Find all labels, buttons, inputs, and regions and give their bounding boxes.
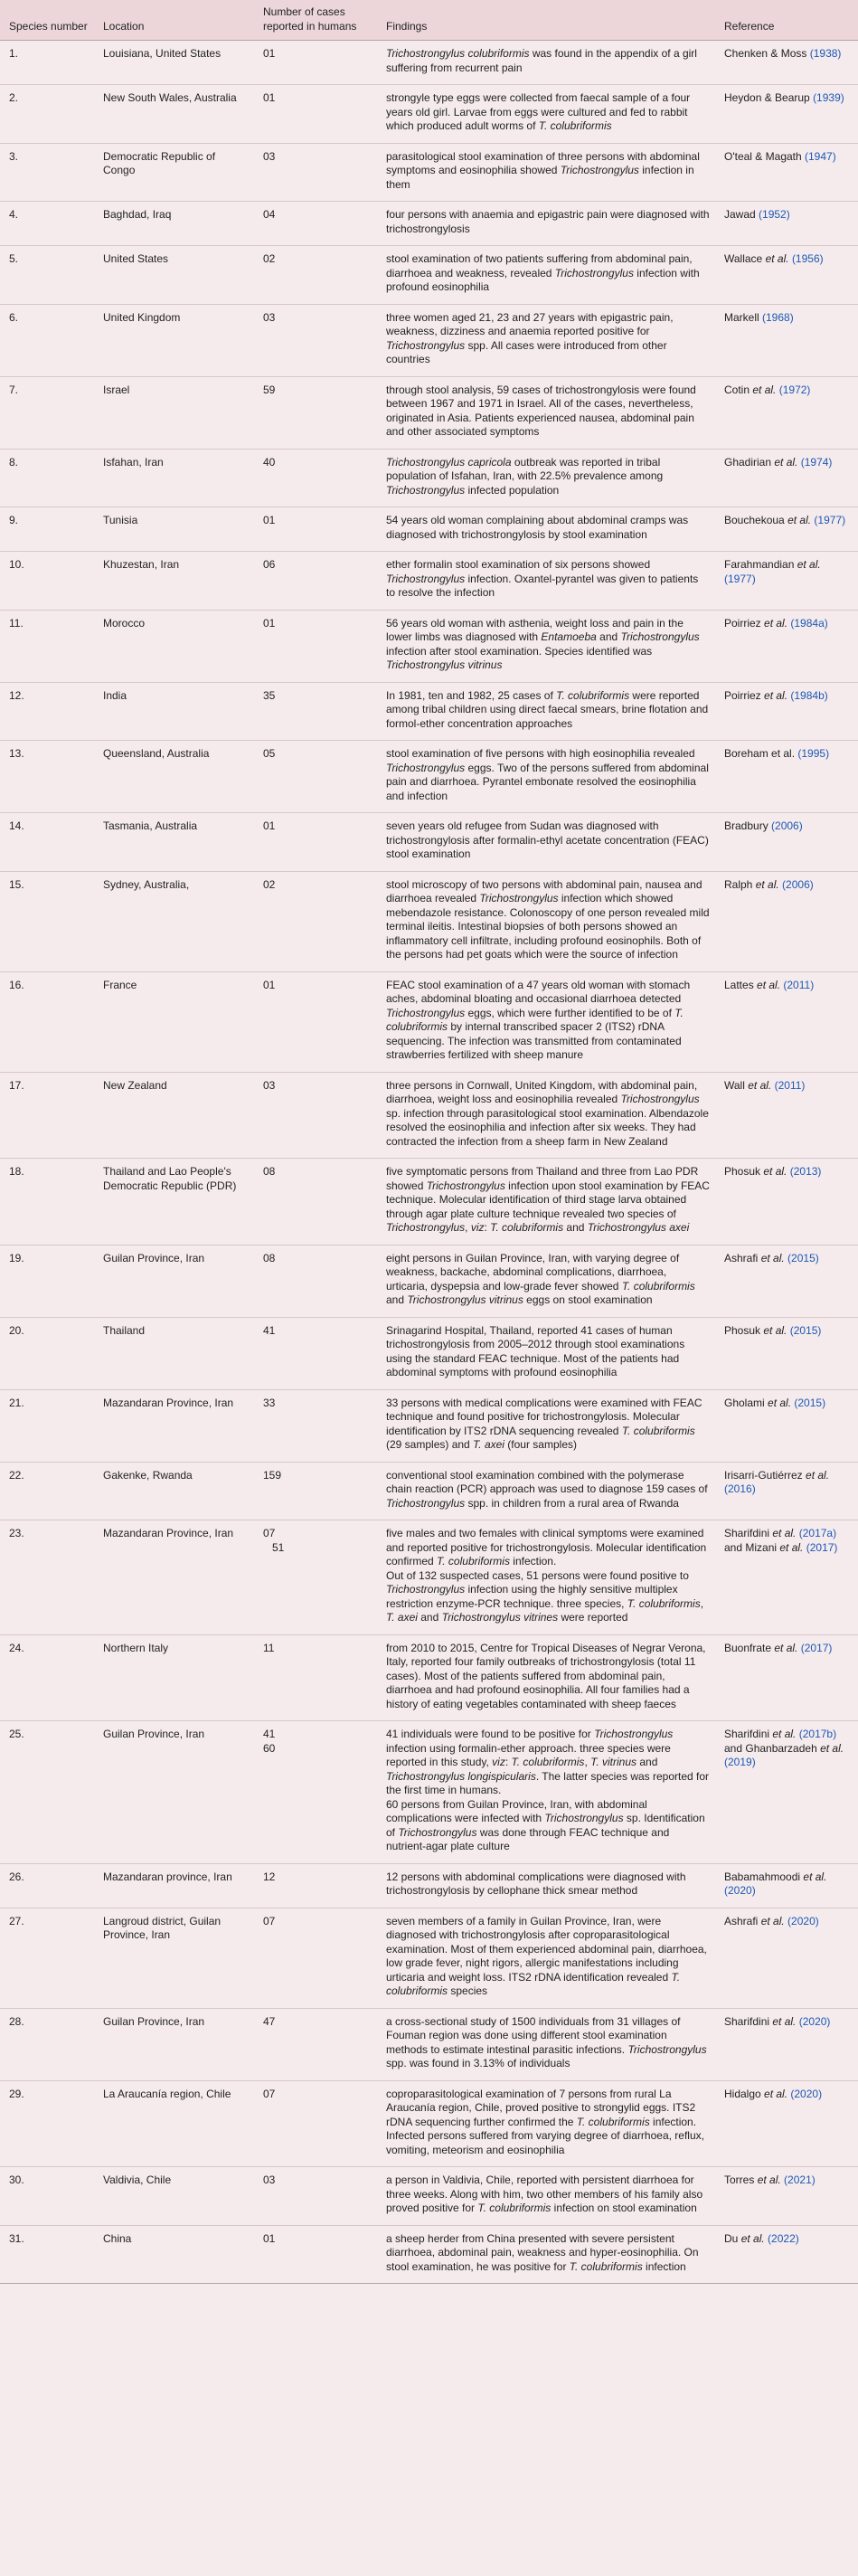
cell-reference: Sharifdini et al. (2017a) and Mizani et al. (2017) — [715, 1520, 858, 1635]
cell-species-number: 11. — [0, 610, 94, 682]
cell-findings: four persons with anaemia and epigastric pain were diagnosed with trichostrongylosis — [377, 202, 715, 246]
cell-findings: Trichostrongylus colubriformis was found in the appendix of a girl suffering from recurrent pain — [377, 41, 715, 85]
table-row — [0, 1462, 858, 1520]
table-row — [0, 1389, 858, 1462]
cell-cases: 03 — [254, 143, 377, 202]
cell-location: New Zealand — [94, 1072, 254, 1159]
reference-year-link[interactable]: (2020) — [790, 2087, 823, 2100]
table-row — [0, 1863, 858, 1908]
cell-reference: Sharifdini et al. (2020) — [715, 2008, 858, 2080]
cell-species-number: 23. — [0, 1520, 94, 1635]
cell-findings: stool examination of five persons with high eosinophilia revealed Trichostrongylus eggs. Two of the persons suffered from abdominal pain and diarrhoea. Pyrantel embonate resolved the eosinophilia and infection — [377, 741, 715, 813]
table-row — [0, 552, 858, 611]
table-row — [0, 871, 858, 971]
cell-species-number: 3. — [0, 143, 94, 202]
cell-reference: Heydon & Bearup (1939) — [715, 85, 858, 144]
header-row — [0, 0, 858, 41]
cell-reference: Hidalgo et al. (2020) — [715, 2080, 858, 2167]
table-row — [0, 741, 858, 813]
cell-reference: Phosuk et al. (2015) — [715, 1317, 858, 1389]
cell-reference: Ghadirian et al. (1974) — [715, 449, 858, 507]
reference-year-link[interactable]: (2016) — [724, 1482, 756, 1495]
cell-cases: 41 — [254, 1317, 377, 1389]
cell-location: China — [94, 2225, 254, 2284]
cell-cases: 33 — [254, 1389, 377, 1462]
cell-findings: 54 years old woman complaining about abdominal cramps was diagnosed with trichostrongylosis by stool examination — [377, 507, 715, 552]
cell-reference: Boreham et al. (1995) — [715, 741, 858, 813]
cell-cases: 06 — [254, 552, 377, 611]
reference-year-link[interactable]: (1956) — [791, 252, 824, 265]
cell-location: New South Wales, Australia — [94, 85, 254, 144]
cell-cases: 07 — [254, 2080, 377, 2167]
table-row — [0, 2080, 858, 2167]
cell-reference: Jawad (1952) — [715, 202, 858, 246]
reference-year-link[interactable]: (2019) — [724, 1756, 756, 1768]
cell-species-number: 7. — [0, 376, 94, 449]
cell-reference: Lattes et al. (2011) — [715, 971, 858, 1072]
cell-cases: 08 — [254, 1159, 377, 1245]
cell-cases: 02 — [254, 246, 377, 305]
reference-year-link[interactable]: (2022) — [768, 2231, 799, 2245]
cell-reference: Poirriez et al. (1984a) — [715, 610, 858, 682]
cell-reference: O'teal & Magath (1947) — [715, 143, 858, 202]
cell-species-number: 18. — [0, 1159, 94, 1245]
cell-findings: stool microscopy of two persons with abdominal pain, nausea and diarrhoea revealed Trichostrongylus infection which showed mebendazole resistance. Colonoscopy of one person revealed mild terminal ileitis. Intestinal biopsies of both persons showed an inflammatory cell infiltrate, including profound eosinophils. Both of the persons had pet goats which were the source of infection — [377, 871, 715, 971]
cell-species-number: 22. — [0, 1462, 94, 1520]
cell-reference: Ashrafi et al. (2015) — [715, 1245, 858, 1317]
cell-cases: 01 — [254, 610, 377, 682]
cell-species-number: 6. — [0, 304, 94, 376]
cell-species-number: 19. — [0, 1245, 94, 1317]
cell-findings: a cross-sectional study of 1500 individuals from 31 villages of Fouman region was done using different stool examination methods to estimate intestinal parasitic infections. Trichostrongylus spp. was found in 3.13% of individuals — [377, 2008, 715, 2080]
table-row — [0, 813, 858, 872]
cell-species-number: 15. — [0, 871, 94, 971]
reference-year-link[interactable]: (2020) — [787, 1914, 819, 1927]
reference-year-link[interactable]: (2011) — [783, 978, 815, 991]
reference-year-link[interactable]: (2020) — [798, 2014, 831, 2028]
cell-cases: 12 — [254, 1863, 377, 1908]
cell-cases: 03 — [254, 2167, 377, 2226]
cell-location: La Araucanía region, Chile — [94, 2080, 254, 2167]
cell-cases: 59 — [254, 376, 377, 449]
cell-species-number: 5. — [0, 246, 94, 305]
cell-findings: seven members of a family in Guilan Province, Iran, were diagnosed with trichostrongylosis after coproparasitological examination. Most of them experienced abdominal pain, diarrhoea, low grade fever, night rigors, allergic manifestations including urticaria and weight loss. ITS2 rDNA identification revealed T. colubriformis species — [377, 1908, 715, 2008]
table-row — [0, 1721, 858, 1864]
cell-species-number: 25. — [0, 1721, 94, 1864]
cell-findings: three women aged 21, 23 and 27 years with epigastric pain, weakness, dizziness and anaemia reported positive for Trichostrongylus spp. All cases were introduced from other countries — [377, 304, 715, 376]
cell-findings: five symptomatic persons from Thailand and three from Lao PDR showed Trichostrongylus infection upon stool examination by FEAC technique. Molecular identification of third stage larva obtained through agar plate culture technique revealed two species of Trichostrongylus, viz: T. colubriformis and Trichostrongylus axei — [377, 1159, 715, 1245]
cell-species-number: 10. — [0, 552, 94, 611]
cell-cases: 159 — [254, 1462, 377, 1520]
table-row — [0, 1908, 858, 2008]
cell-reference: Du et al. (2022) — [715, 2225, 858, 2284]
cell-reference: Sharifdini et al. (2017b) and Ghanbarzadeh et al. (2019) — [715, 1721, 858, 1864]
cell-location: Louisiana, United States — [94, 41, 254, 85]
cell-reference: Ralph et al. (2006) — [715, 871, 858, 971]
cell-location: Thailand — [94, 1317, 254, 1389]
header-species-number: Species number — [0, 0, 94, 41]
cell-reference: Torres et al. (2021) — [715, 2167, 858, 2226]
cell-cases: 08 — [254, 1245, 377, 1317]
cell-location: Guilan Province, Iran — [94, 1721, 254, 1864]
table-row — [0, 2167, 858, 2226]
cell-species-number: 31. — [0, 2225, 94, 2284]
cell-findings: Trichostrongylus capricola outbreak was reported in tribal population of Isfahan, Iran, with 22.5% prevalence among Trichostrongylus infected population — [377, 449, 715, 507]
header-location: Location — [94, 0, 254, 41]
table-row — [0, 85, 858, 144]
cell-species-number: 17. — [0, 1072, 94, 1159]
table-row — [0, 610, 858, 682]
cell-location: India — [94, 682, 254, 741]
cell-location: Northern Italy — [94, 1634, 254, 1721]
cell-findings: In 1981, ten and 1982, 25 cases of T. colubriformis were reported among tribal children using direct faecal smears, brine flotation and formol-ether concentration approaches — [377, 682, 715, 741]
cell-species-number: 16. — [0, 971, 94, 1072]
header-reference: Reference — [715, 0, 858, 41]
cell-location: Isfahan, Iran — [94, 449, 254, 507]
reference-year-link[interactable]: (1995) — [797, 747, 830, 760]
table-row — [0, 449, 858, 507]
cell-location: Queensland, Australia — [94, 741, 254, 813]
reference-year-link[interactable]: (2015) — [789, 1323, 822, 1337]
cell-findings: three persons in Cornwall, United Kingdom, with abdominal pain, diarrhoea, weight loss and eosinophilia revealed Trichostrongylus sp. infection through parasitological stool examination. Albendazole resolved the eosinophilia and infection after six weeks. They had contracted the infection from a sheep farm in New Zealand — [377, 1072, 715, 1159]
cell-cases: 01 — [254, 2225, 377, 2284]
cell-location: Tasmania, Australia — [94, 813, 254, 872]
table-row — [0, 41, 858, 85]
cell-location: Guilan Province, Iran — [94, 2008, 254, 2080]
cell-species-number: 28. — [0, 2008, 94, 2080]
cell-species-number: 8. — [0, 449, 94, 507]
cell-species-number: 14. — [0, 813, 94, 872]
table-row — [0, 1634, 858, 1721]
cell-species-number: 30. — [0, 2167, 94, 2226]
reference-year-link[interactable]: (2011) — [774, 1078, 806, 1092]
table-body — [0, 41, 858, 2284]
table-row — [0, 2008, 858, 2080]
cell-species-number: 13. — [0, 741, 94, 813]
table-row — [0, 1317, 858, 1389]
reference-year-link[interactable]: (2015) — [787, 1251, 819, 1264]
cell-location: Sydney, Australia, — [94, 871, 254, 971]
cell-species-number: 1. — [0, 41, 94, 85]
cell-cases: 02 — [254, 871, 377, 971]
table-row — [0, 1245, 858, 1317]
cell-reference: Chenken & Moss (1938) — [715, 41, 858, 85]
reference-year-link[interactable]: (2020) — [724, 1884, 756, 1897]
cell-cases: 35 — [254, 682, 377, 741]
cell-reference: Wallace et al. (1956) — [715, 246, 858, 305]
cell-location: Mazandaran Province, Iran — [94, 1520, 254, 1635]
cell-location: Valdivia, Chile — [94, 2167, 254, 2226]
cell-species-number: 21. — [0, 1389, 94, 1462]
table-row — [0, 682, 858, 741]
table-row — [0, 304, 858, 376]
cell-findings: 33 persons with medical complications were examined with FEAC technique and found positive for trichostrongylosis. Molecular identification by ITS2 rDNA sequencing revealed T. colubriformis (29 samples) and T. axei (four samples) — [377, 1389, 715, 1462]
cell-location: Morocco — [94, 610, 254, 682]
reference-year-link[interactable]: (1952) — [759, 208, 790, 221]
cell-cases: 01 — [254, 971, 377, 1072]
cell-location: Thailand and Lao People's Democratic Republic (PDR) — [94, 1159, 254, 1245]
cell-reference: Gholami et al. (2015) — [715, 1389, 858, 1462]
cell-reference: Ashrafi et al. (2020) — [715, 1908, 858, 2008]
table-row — [0, 202, 858, 246]
reference-year-link[interactable]: (1972) — [778, 383, 811, 396]
cell-location: United Kingdom — [94, 304, 254, 376]
cell-cases: 47 — [254, 2008, 377, 2080]
cell-reference: Markell (1968) — [715, 304, 858, 376]
reference-year-link[interactable]: (1939) — [813, 91, 844, 104]
cell-cases: 04 — [254, 202, 377, 246]
cell-location: Israel — [94, 376, 254, 449]
cell-location: Tunisia — [94, 507, 254, 552]
cell-species-number: 2. — [0, 85, 94, 144]
cell-findings: a person in Valdivia, Chile, reported with persistent diarrhoea for three weeks. Along with him, two other members of his family also proved positive for T. colubriformis infection on stool examination — [377, 2167, 715, 2226]
table-row — [0, 1159, 858, 1245]
cell-location: France — [94, 971, 254, 1072]
cell-findings: strongyle type eggs were collected from faecal sample of a four years old girl. Larvae from eggs were cultured and fed to rabbit which produced adult worms of T. colubriformis — [377, 85, 715, 144]
cell-findings: through stool analysis, 59 cases of trichostrongylosis were found between 1967 and 1971 in Israel. All of the cases, nevertheless, originated in Asia. Patients experienced nausea, abdominal pain and other associated symptoms — [377, 376, 715, 449]
header-findings: Findings — [377, 0, 715, 41]
cell-cases: 01 — [254, 813, 377, 872]
reference-year-link[interactable]: (1974) — [800, 455, 833, 469]
cell-location: Democratic Republic of Congo — [94, 143, 254, 202]
cell-species-number: 27. — [0, 1908, 94, 2008]
cell-reference: Cotin et al. (1972) — [715, 376, 858, 449]
cell-cases: 01 — [254, 85, 377, 144]
cell-location: United States — [94, 246, 254, 305]
cell-location: Mazandaran Province, Iran — [94, 1389, 254, 1462]
reference-year-link[interactable]: (1938) — [809, 47, 842, 60]
reference-year-link[interactable]: (1968) — [762, 310, 794, 324]
reference-year-link[interactable]: (2006) — [782, 877, 814, 891]
cell-findings: conventional stool examination combined with the polymerase chain reaction (PCR) approach was used to diagnose 159 cases of Trichostrongylus spp. in children from a rural area of Rwanda — [377, 1462, 715, 1520]
reference-year-link[interactable]: (2017a) — [798, 1527, 837, 1539]
cell-findings: eight persons in Guilan Province, Iran, with varying degree of weakness, backache, abdominal complications, diarrhoea, urticaria, dyspepsia and low-grade fever showed T. colubriformis and Trichostrongylus vitrinus eggs on stool examination — [377, 1245, 715, 1317]
reference-year-link[interactable]: (2021) — [784, 2174, 816, 2186]
cell-reference: Poirriez et al. (1984b) — [715, 682, 858, 741]
cell-location: Khuzestan, Iran — [94, 552, 254, 611]
cell-reference: Bradbury (2006) — [715, 813, 858, 872]
cell-cases: 07 51 — [254, 1520, 377, 1635]
cell-species-number: 9. — [0, 507, 94, 552]
cell-species-number: 4. — [0, 202, 94, 246]
cell-cases: 01 — [254, 41, 377, 85]
cell-reference: Farahmandian et al. (1977) — [715, 552, 858, 611]
reference-year-link[interactable]: (2006) — [771, 819, 803, 832]
reference-year-link[interactable]: (2017b) — [798, 1728, 837, 1740]
reference-year-link[interactable]: (1984b) — [790, 688, 828, 702]
reference-year-link[interactable]: (2015) — [794, 1396, 826, 1409]
table-row — [0, 376, 858, 449]
cell-findings: ether formalin stool examination of six persons showed Trichostrongylus infection. Oxantel-pyrantel was given to patients to resolve the infection — [377, 552, 715, 611]
cell-findings: from 2010 to 2015, Centre for Tropical Diseases of Negrar Verona, Italy, reported four family outbreaks of trichostrongylosis (total 11 cases). Most of the patients suffered from abdominal pain, diarrhoea and had profound eosinophilia. All four families had a history of eating vegetables contaminated with sheep faeces — [377, 1634, 715, 1721]
reference-year-link[interactable]: (1977) — [814, 514, 846, 526]
reference-year-link[interactable]: (2017) — [800, 1641, 833, 1654]
cell-location: Langroud district, Guilan Province, Iran — [94, 1908, 254, 2008]
cell-cases: 40 — [254, 449, 377, 507]
reference-year-link[interactable]: (1947) — [805, 149, 836, 163]
table-row — [0, 2225, 858, 2284]
reference-year-link[interactable]: (2013) — [789, 1165, 822, 1178]
cell-reference: Buonfrate et al. (2017) — [715, 1634, 858, 1721]
cell-cases: 01 — [254, 507, 377, 552]
table-row — [0, 507, 858, 552]
table-row — [0, 1072, 858, 1159]
cell-species-number: 29. — [0, 2080, 94, 2167]
cell-species-number: 12. — [0, 682, 94, 741]
cell-location: Baghdad, Iraq — [94, 202, 254, 246]
cell-findings: coproparasitological examination of 7 persons from rural La Araucanía region, Chile, proved positive to strongylid eggs. ITS2 rDNA sequencing further confirmed the T. colubriformis infection. Infected persons suffered from varying degree of diarrhoea, reflux, vomiting, meteorism and eosinophilia — [377, 2080, 715, 2167]
cell-species-number: 24. — [0, 1634, 94, 1721]
cell-reference: Babamahmoodi et al. (2020) — [715, 1863, 858, 1908]
cell-reference: Phosuk et al. (2013) — [715, 1159, 858, 1245]
cell-location: Gakenke, Rwanda — [94, 1462, 254, 1520]
cell-location: Guilan Province, Iran — [94, 1245, 254, 1317]
cell-findings: 56 years old woman with asthenia, weight loss and pain in the lower limbs was diagnosed with Entamoeba and Trichostrongylus infection after stool examination. Species identified was Trichostrongylus vitrinus — [377, 610, 715, 682]
cell-cases: 11 — [254, 1634, 377, 1721]
cell-findings: 12 persons with abdominal complications were diagnosed with trichostrongylosis by cellophane thick smear method — [377, 1863, 715, 1908]
table-row — [0, 143, 858, 202]
cell-reference: Bouchekoua et al. (1977) — [715, 507, 858, 552]
cell-reference: Wall et al. (2011) — [715, 1072, 858, 1159]
cell-cases: 03 — [254, 1072, 377, 1159]
cell-findings: Srinagarind Hospital, Thailand, reported 41 cases of human trichostrongylosis from 2005–2012 through stool examinations using the standard FEAC technique. Most of the patients had abdominal symptoms with profound eosinophilia — [377, 1317, 715, 1389]
reference-year-link[interactable]: (1984a) — [790, 616, 828, 630]
cell-species-number: 26. — [0, 1863, 94, 1908]
table-row — [0, 1520, 858, 1635]
cell-findings: a sheep herder from China presented with severe persistent diarrhoea, abdominal pain, weakness and hyper-eosinophilia. On stool examination, he was positive for T. colubriformis infection — [377, 2225, 715, 2284]
cell-findings: five males and two females with clinical symptoms were examined and reported positive for trichostrongylosis. Molecular identification confirmed T. colubriformis infection. Out of 132 suspected cases, 51 persons were found positive to Trichostrongylus infection using the highly sensitive multiplex restriction enzyme-PCR technique. three species, T. colubriformis, T. axei and Trichostrongylus vitrines were reported — [377, 1520, 715, 1635]
reference-year-link[interactable]: (1977) — [724, 572, 756, 585]
cell-cases: 07 — [254, 1908, 377, 2008]
cell-cases: 41 60 — [254, 1721, 377, 1864]
cell-cases: 03 — [254, 304, 377, 376]
cell-findings: stool examination of two patients suffering from abdominal pain, diarrhoea and weakness, revealed Trichostrongylus infection with profound eosinophilia — [377, 246, 715, 305]
cell-findings: parasitological stool examination of three persons with abdominal symptoms and eosinophilia showed Trichostrongylus infection in them — [377, 143, 715, 202]
table-row — [0, 246, 858, 305]
reference-year-link[interactable]: (2017) — [806, 1540, 838, 1554]
cell-findings: seven years old refugee from Sudan was diagnosed with trichostrongylosis after formalin-ethyl acetate concentration (FEAC) stool examination — [377, 813, 715, 872]
header-cases: Number of cases reported in humans — [254, 0, 377, 41]
cell-findings: 41 individuals were found to be positive for Trichostrongylus infection using formalin-ether approach. three species were reported in this study, viz: T. colubriformis, T. vitrinus and Trichostrongylus longispicularis. The latter species was reported for the first time in humans. 60 persons from Guilan Province, Iran, with abdominal complications were infected with Trichostrongylus sp. Identification of Trichostrongylus was done through FEAC technique and nutrient-agar plate culture — [377, 1721, 715, 1864]
cell-species-number: 20. — [0, 1317, 94, 1389]
cell-location: Mazandaran province, Iran — [94, 1863, 254, 1908]
cell-findings: FEAC stool examination of a 47 years old woman with stomach aches, abdominal bloating and occasional diarrhoea detected Trichostrongylus eggs, which were further identified to be of T. colubriformis by internal transcribed spacer 2 (ITS2) rDNA sequencing. The infection was transmitted from contaminated strawberries fertilized with sheep manure — [377, 971, 715, 1072]
table-row — [0, 971, 858, 1072]
cell-cases: 05 — [254, 741, 377, 813]
cell-reference: Irisarri-Gutiérrez et al. (2016) — [715, 1462, 858, 1520]
